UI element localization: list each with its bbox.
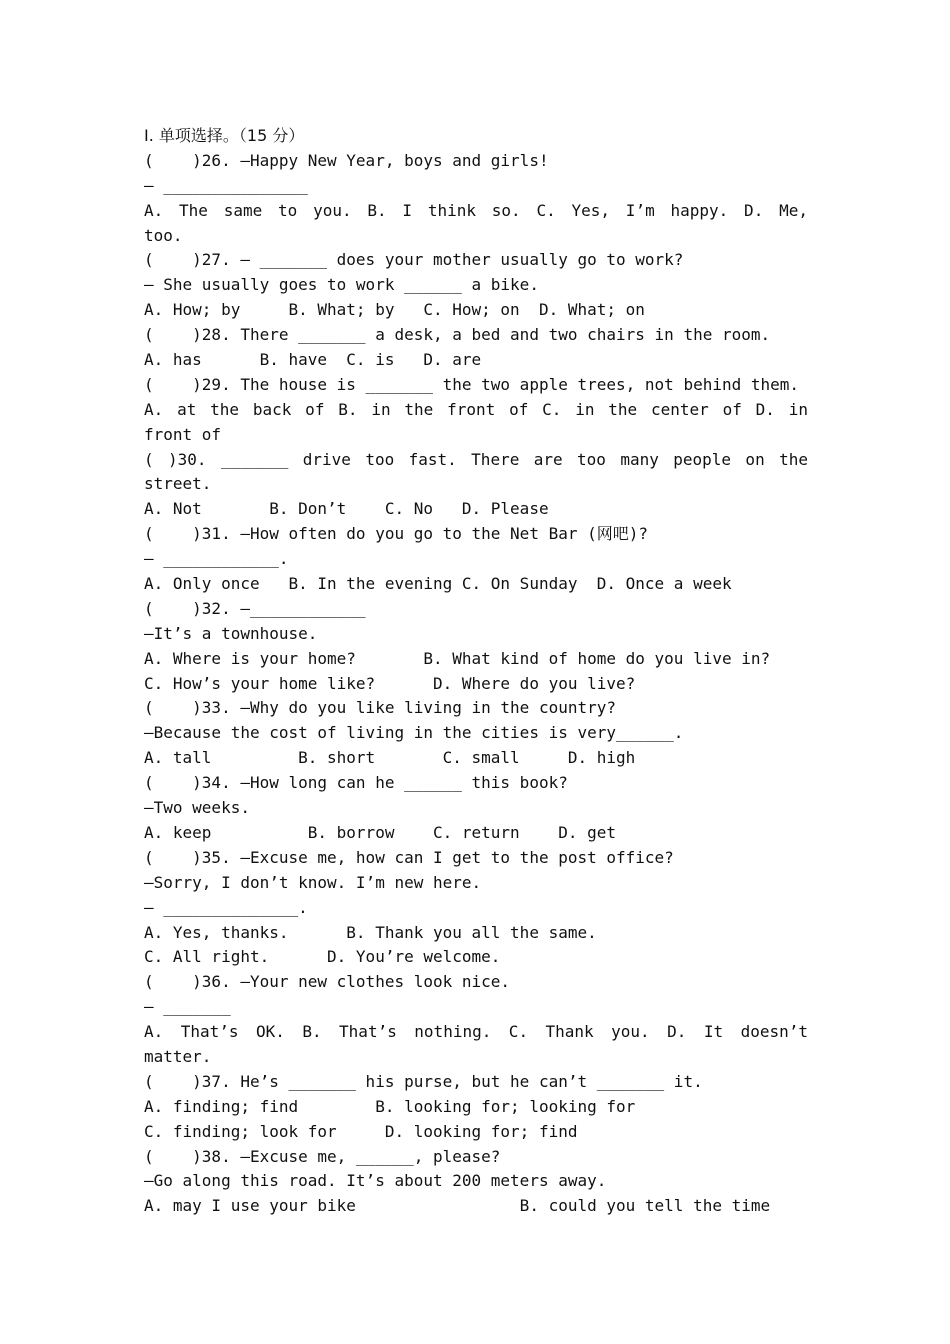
question-33-stem: ( )33. —Why do you like living in the country? (144, 698, 617, 718)
question-26-options: A. The same to you. B. I think so. C. Yes, I’m happy. D. Me, (144, 200, 808, 220)
question-29-stem: ( )29. The house is _______ the two apple trees, not behind them. (144, 374, 800, 394)
question-28-stem: ( )28. There _______ a desk, a bed and two chairs in the room. (144, 325, 771, 345)
question-34-options: A. keep B. borrow C. return D. get (144, 822, 617, 842)
question-35-options-ab: A. Yes, thanks. B. Thank you all the same. (144, 922, 597, 942)
question-37-options-cd: C. finding; look for D. looking for; find (144, 1121, 578, 1141)
question-37-options-ab: A. finding; find B. looking for; looking for (144, 1096, 636, 1116)
question-28-options: A. has B. have C. is D. are (144, 350, 482, 370)
question-27-response: — She usually goes to work ______ a bike. (144, 275, 539, 295)
question-34-response: —Two weeks. (144, 798, 250, 818)
question-34-stem: ( )34. —How long can he ______ this book? (144, 773, 568, 793)
question-29-options: A. at the back of B. in the front of C. in the center of D. in (144, 399, 808, 419)
question-27-options: A. How; by B. What; by C. How; on D. What; on (144, 300, 645, 320)
question-32-response: —It’s a townhouse. (144, 623, 318, 643)
question-35-options-cd: C. All right. D. You’re welcome. (144, 947, 501, 967)
question-36-options-cont: matter. (144, 1046, 212, 1066)
question-36-answer-blank: — _______ (144, 997, 231, 1017)
question-38-options-ab: A. may I use your bike B. could you tell the time (144, 1196, 771, 1216)
question-32-stem: ( )32. —____________ (144, 598, 366, 618)
question-27-stem: ( )27. — _______ does your mother usually go to work? (144, 250, 684, 270)
exam-page (144, 124, 808, 1219)
question-38-stem: ( )38. —Excuse me, ______, please? (144, 1146, 501, 1166)
question-31-stem: ( )31. —How often do you go to the Net Bar (网吧)? (144, 524, 649, 544)
question-33-response: —Because the cost of living in the cities is very______. (144, 723, 684, 743)
question-35-response: —Sorry, I don’t know. I’m new here. (144, 872, 482, 892)
question-26-answer-blank: — _______________ (144, 175, 308, 195)
question-36-stem: ( )36. —Your new clothes look nice. (144, 972, 511, 992)
question-30-options: A. Not B. Don’t C. No D. Please (144, 499, 549, 519)
question-26-stem: ( )26. —Happy New Year, boys and girls! (144, 150, 549, 170)
question-37-stem: ( )37. He’s _______ his purse, but he can’t _______ it. (144, 1071, 703, 1091)
question-29-options-cont: front of (144, 424, 222, 444)
question-32-options-cd: C. How’s your home like? D. Where do you live? (144, 673, 636, 693)
question-30-stem: ( )30. _______ drive too fast. There are too many people on the (144, 449, 808, 469)
question-31-answer-blank: — ____________. (144, 549, 289, 569)
question-35-answer-blank: — ______________. (144, 897, 308, 917)
question-35-stem: ( )35. —Excuse me, how can I get to the post office? (144, 847, 674, 867)
question-36-options: A. That’s OK. B. That’s nothing. C. Thank you. D. It doesn’t (144, 1022, 808, 1042)
question-33-options: A. tall B. short C. small D. high (144, 748, 636, 768)
section-title: Ⅰ. 单项选择。（15 分） (144, 126, 305, 145)
question-32-options-ab: A. Where is your home? B. What kind of home do you live in? (144, 648, 771, 668)
question-38-response: —Go along this road. It’s about 200 meters away. (144, 1171, 607, 1191)
question-26-options-cont: too. (144, 225, 183, 245)
question-30-stem-cont: street. (144, 474, 212, 494)
question-31-options: A. Only once B. In the evening C. On Sunday D. Once a week (144, 574, 732, 594)
